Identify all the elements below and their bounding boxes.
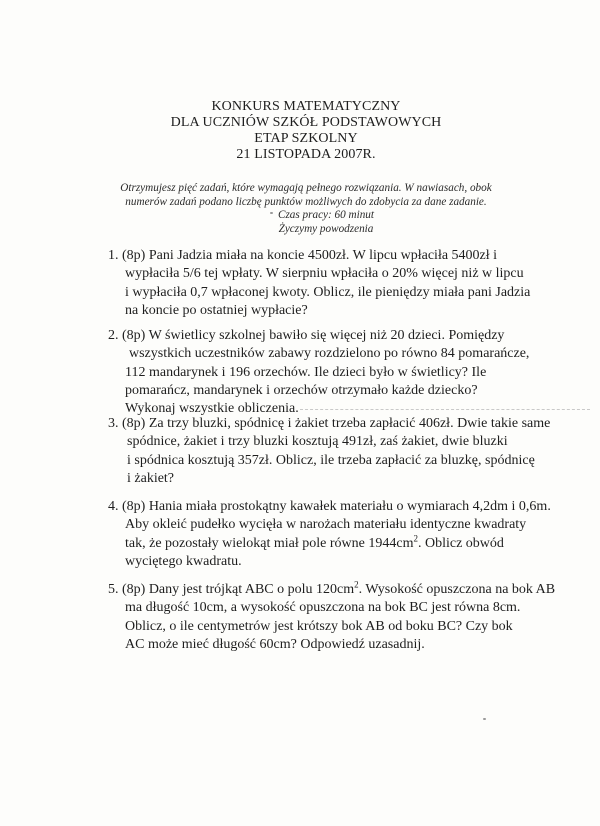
work-time: Czas pracy: 60 minut (277, 209, 375, 221)
problem-line: 2. (8p) W świetlicy szkolnej bawiło się więcej niż 20 dzieci. Pomiędzy (108, 328, 505, 343)
contest-stage: ETAP SZKOLNY (254, 131, 358, 146)
problem-line: na koncie po ostatniej wypłacie? (125, 302, 308, 318)
page-divider (300, 409, 590, 410)
problem-4 (108, 498, 551, 571)
square-exponent: 2 (413, 532, 418, 543)
contest-title: KONKURS MATEMATYCZNY (211, 99, 401, 114)
problem-text: . Wysokość opuszczona na bok AB (358, 582, 556, 597)
problem-line: wszystkich uczestników zabawy rozdzielono po równo 84 pomarańcze, (129, 346, 530, 362)
problem-line: 3. (8p) Za trzy bluzki, spódnicę i żakiet trzeba zapłacić 406zł. Dwie takie same (108, 416, 551, 431)
problem-line: AC może mieć długość 60cm? Odpowiedź uzasadnij. (125, 636, 425, 652)
problem-3 (108, 415, 550, 488)
problem-line: i żakiet? (127, 470, 175, 486)
problem-text: . Oblicz obwód (417, 535, 504, 551)
contest-date: 21 LISTOPADA 2007R. (236, 147, 376, 162)
problem-line: i spódnica kosztują 357zł. Oblicz, ile trzeba zapłacić za bluzkę, spódnicę (127, 452, 535, 468)
square-exponent: 2 (354, 579, 359, 590)
problem-line: 112 mandarynek i 196 orzechów. Ile dzieci było w świetlicy? Ile (125, 364, 487, 380)
problem-line: i wypłaciła 0,7 wpłaconej kwoty. Oblicz, ile pieniędzy miała pani Jadzia (125, 284, 531, 300)
scan-speck (270, 212, 273, 214)
problem-line: Oblicz, o ile centymetrów jest krótszy bok AB od boku BC? Czy bok (125, 618, 513, 634)
scan-speck (483, 718, 486, 720)
good-luck-wish: Życzymy powodzenia (278, 222, 374, 235)
problem-line: wypłaciła 5/6 tej wpłaty. W sierpniu wpłaciła o 20% więcej niż w lipcu (125, 266, 524, 282)
problem-line: spódnice, żakiet i trzy bluzki kosztują 491zł, zaś żakiet, dwie bluzki (127, 434, 508, 450)
instructions (0, 182, 600, 236)
problem-line: Wykonaj wszystkie obliczenia. (125, 401, 299, 417)
problem-2 (108, 327, 529, 418)
problem-text: 5. (8p) Dany jest trójkąt ABC o polu 120cm (108, 582, 355, 597)
problem-line (108, 532, 551, 553)
problem-line: ma długość 10cm, a wysokość opuszczona na bok BC jest równa 8cm. (125, 600, 521, 616)
instructions-line-2: numerów zadań podano liczbę punktów możliwych do zdobycia za dane zadanie. (125, 195, 487, 208)
instructions-line-1: Otrzymujesz pięć zadań, które wymagają pełnego rozwiązania. W nawiasach, obok (120, 182, 492, 194)
problem-line: 4. (8p) Hania miała prostokątny kawałek materiału o wymiarach 4,2dm i 0,6m. (108, 499, 551, 514)
problem-line: pomarańcz, mandarynek i orzechów otrzymało każde dziecko? (125, 382, 478, 398)
contest-audience: DLA UCZNIÓW SZKÓŁ PODSTAWOWYCH (170, 115, 442, 130)
problem-1 (108, 247, 530, 320)
problem-line: Aby okleić pudełko wycięła w narożach materiału identyczne kwadraty (125, 517, 527, 533)
problem-line (108, 581, 555, 599)
document-header (0, 99, 600, 163)
problem-5 (108, 581, 555, 654)
problem-line: wyciętego kwadratu. (125, 553, 242, 569)
problem-text: tak, że pozostały wielokąt miał pole równe 1944cm (125, 535, 414, 551)
problem-line: 1. (8p) Pani Jadzia miała na koncie 4500zł. W lipcu wpłaciła 5400zł i (108, 248, 498, 263)
